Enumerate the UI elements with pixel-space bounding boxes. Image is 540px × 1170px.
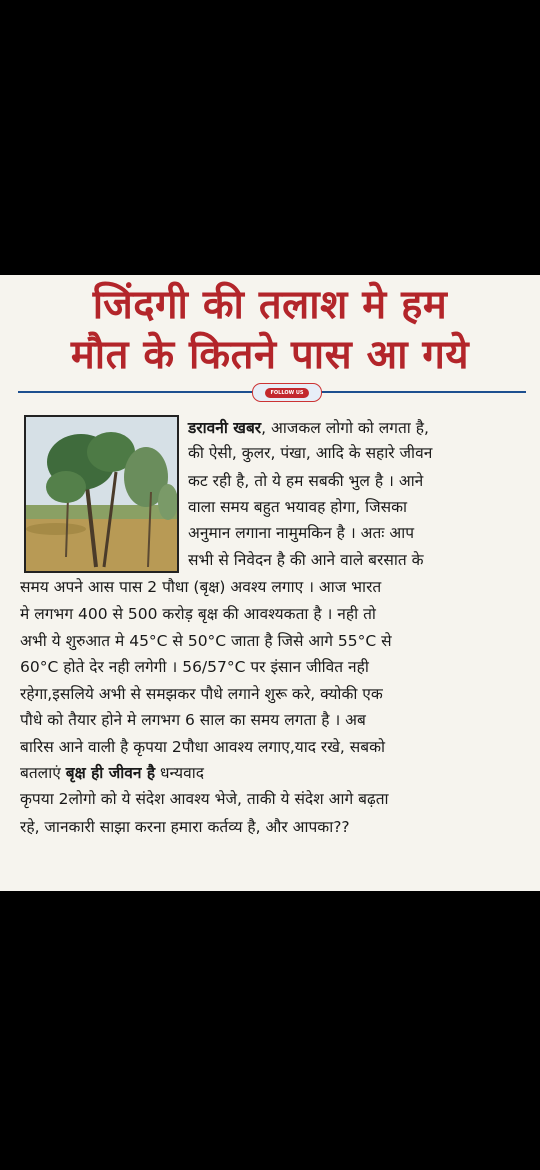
trees-photo <box>24 415 179 573</box>
article-line: अनुमान लगाना नामुमकिन है । अतः आप <box>188 524 414 542</box>
article-line-text: धन्यवाद <box>155 764 204 782</box>
article-line: कृपया 2लोगो को ये संदेश आवश्य भेजे, ताकी ये संदेश आगे बढ़ता <box>20 790 389 808</box>
follow-badge-label: FOLLOW US <box>265 388 308 398</box>
news-clipping <box>0 275 540 891</box>
article-line <box>20 763 204 783</box>
article-line: पौधे को तैयार होने मे लगभग 6 साल का समय लगता है । अब <box>20 711 366 729</box>
headline-line-2: मौत के कितने पास आ गये <box>70 331 470 378</box>
article-lead-bold: डरावनी खबर <box>188 419 262 437</box>
article-line: कट रही है, तो ये हम सबकी भुल है । आने <box>188 472 424 490</box>
article-line: बारिस आने वाली है कृपया 2पौधा आवश्य लगाए,याद रखे, सबको <box>20 738 386 756</box>
article-line: 60°C होते देर नही लगेगी । 56/57°C पर इंसान जीवित नही <box>20 658 369 676</box>
article-line: सभी से निवेदन है की आने वाले बरसात के <box>188 551 424 569</box>
article-line <box>188 418 429 438</box>
article-line-text: बतलाएं <box>20 764 66 782</box>
headline-line-1: जिंदगी की तलाश मे हम <box>92 281 448 328</box>
trees-image <box>26 417 177 571</box>
article-line: मे लगभग 400 से 500 करोड़ बृक्ष की आवश्यकता है । नही तो <box>20 605 376 623</box>
article-line-text: , आजकल लोगो को लगता है, <box>261 419 429 437</box>
article-line: वाला समय बहुत भयावह होगा, जिसका <box>188 498 408 516</box>
article-line: रहे, जानकारी साझा करना हमारा कर्तव्य है, और आपका?? <box>20 818 350 836</box>
article-line: की ऐसी, कुलर, पंखा, आदि के सहारे जीवन <box>188 444 433 462</box>
article-line: अभी ये शुरुआत मे 45°C से 50°C जाता है जिसे आगे 55°C से <box>20 632 392 650</box>
article-line: समय अपने आस पास 2 पौधा (बृक्ष) अवश्य लगाए । आज भारत <box>20 578 382 596</box>
follow-badge <box>252 383 322 402</box>
article-line: रहेगा,इसलिये अभी से समझकर पौधे लगाने शुरू करे, क्योकी एक <box>20 685 383 703</box>
tagline-bold: बृक्ष ही जीवन है <box>65 764 156 782</box>
